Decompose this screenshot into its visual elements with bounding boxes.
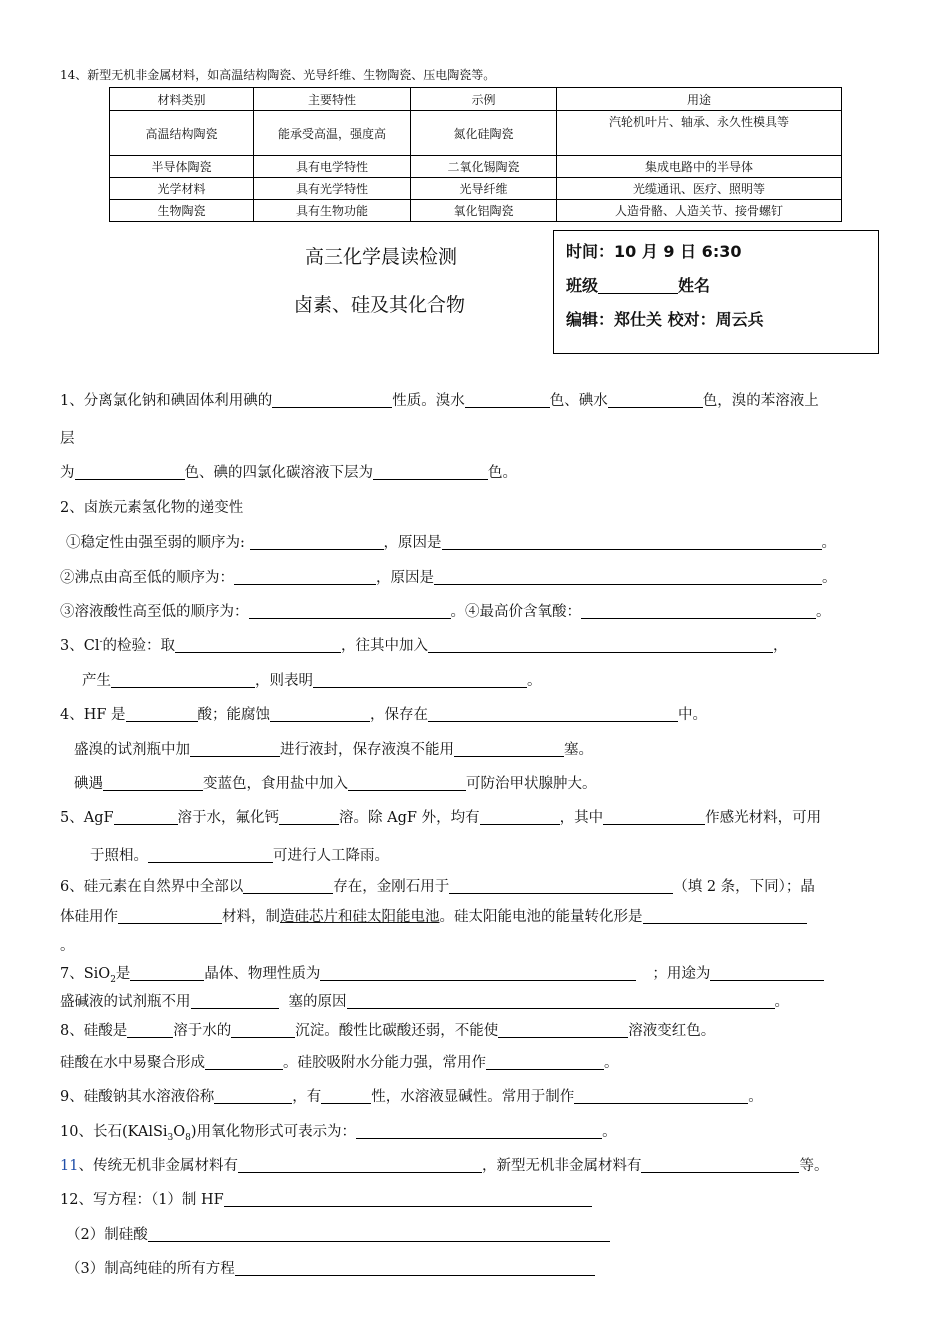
answer-blank[interactable] bbox=[114, 808, 178, 825]
intro-text: 14、新型无机非金属材料，如高温结构陶瓷、光导纤维、生物陶瓷、压电陶瓷等。 bbox=[60, 68, 496, 82]
answer-blank[interactable] bbox=[428, 636, 773, 653]
answer-blank[interactable] bbox=[224, 1190, 592, 1207]
q4-text: 进行液封，保存液溴不能用 bbox=[280, 742, 454, 758]
answer-blank[interactable] bbox=[234, 568, 376, 585]
q1-text: 1、分离氯化钠和碘固体利用碘的 bbox=[60, 393, 273, 409]
q1-text: 性质。溴水 bbox=[392, 393, 465, 409]
q4-text: 塞。 bbox=[564, 742, 593, 758]
q10-text: )用氧化物形式可表示为： bbox=[190, 1124, 357, 1140]
answer-blank[interactable] bbox=[103, 774, 203, 791]
answer-blank[interactable] bbox=[581, 602, 816, 619]
answer-blank[interactable] bbox=[356, 1122, 602, 1139]
table-row bbox=[110, 111, 842, 156]
q1-text: 色、碘水 bbox=[549, 393, 608, 409]
question-4-line-3 bbox=[74, 772, 597, 793]
q2-text: ②沸点由高至低的顺序为： bbox=[60, 570, 234, 586]
table-header-cell: 用途 bbox=[557, 88, 842, 111]
q6-text: 材料，制 bbox=[222, 909, 280, 925]
question-2-title: 2、卤族元素氢化物的递变性 bbox=[60, 500, 244, 516]
answer-blank[interactable] bbox=[118, 907, 222, 924]
table-cell: 生物陶瓷 bbox=[110, 200, 254, 222]
q3-text: 3、Cl bbox=[60, 638, 100, 654]
table-cell: 光缆通讯、医疗、照明等 bbox=[557, 178, 842, 200]
table-header-cell: 主要特性 bbox=[254, 88, 411, 111]
q12-text: （2）制硅酸 bbox=[66, 1227, 148, 1243]
q8-text: 溶液变红色。 bbox=[628, 1023, 716, 1039]
q2-text: ③溶液酸性高至低的顺序为： bbox=[60, 604, 249, 620]
info-box bbox=[553, 230, 879, 354]
table-cell: 光学材料 bbox=[110, 178, 254, 200]
q6-text: 。硅太阳能电池的能量转化形是 bbox=[439, 909, 643, 925]
q5-text: 作感光材料，可用 bbox=[705, 810, 822, 826]
q9-text: 9、硅酸钠其水溶液俗称 bbox=[60, 1089, 215, 1105]
q1-text: 为 bbox=[60, 465, 75, 481]
q2-text: 。 bbox=[821, 535, 836, 551]
answer-blank[interactable] bbox=[190, 740, 280, 757]
table-header-row bbox=[110, 88, 842, 111]
q2-text: 。④最高价含氧酸： bbox=[450, 604, 581, 620]
answer-blank[interactable] bbox=[205, 1053, 283, 1070]
answer-blank[interactable] bbox=[249, 602, 451, 619]
answer-blank[interactable] bbox=[320, 964, 636, 981]
subscript: 2 bbox=[110, 974, 116, 985]
q8-text: 。硅胶吸附水分能力强，常用作 bbox=[283, 1055, 486, 1071]
q5-text: 可进行人工降雨。 bbox=[273, 848, 389, 864]
q2-text: ，原因是 bbox=[383, 535, 442, 551]
question-1-line-2: 层 bbox=[60, 431, 75, 447]
q5-text: 溶于水，氟化钙 bbox=[177, 810, 280, 826]
answer-blank[interactable] bbox=[574, 1087, 748, 1104]
q5-text: ，其中 bbox=[559, 810, 604, 826]
answer-blank[interactable] bbox=[498, 1021, 628, 1038]
table-cell: 半导体陶瓷 bbox=[110, 156, 254, 178]
question-10-line bbox=[60, 1120, 617, 1143]
q11-text: ，新型无机非金属材料有 bbox=[481, 1158, 642, 1174]
q2-text: 。 bbox=[822, 570, 837, 586]
answer-blank[interactable] bbox=[603, 808, 705, 825]
question-6-line-1 bbox=[60, 875, 815, 896]
q4-text: 变蓝色，食用盐中加入 bbox=[203, 776, 348, 792]
table-cell: 汽轮机叶片、轴承、永久性模具等 bbox=[557, 111, 842, 156]
q12-text: 12、写方程：（1）制 HF bbox=[60, 1192, 224, 1208]
answer-blank[interactable] bbox=[238, 1156, 482, 1173]
question-1-line-1 bbox=[60, 389, 819, 410]
q11-number: 11 bbox=[60, 1158, 79, 1174]
q6-text: 存在，金刚石用于 bbox=[333, 879, 450, 895]
question-8-line-1 bbox=[60, 1019, 715, 1040]
question-7-line-1 bbox=[60, 962, 824, 985]
q8-text: 8、硅酸是 bbox=[60, 1023, 128, 1039]
q6-text: 体硅用作 bbox=[60, 909, 118, 925]
class-label: 班级 bbox=[566, 276, 599, 295]
q8-text: 。 bbox=[604, 1055, 619, 1071]
answer-blank[interactable] bbox=[465, 391, 550, 408]
answer-blank[interactable] bbox=[480, 808, 560, 825]
answer-blank[interactable] bbox=[347, 992, 775, 1009]
question-3-line-2 bbox=[82, 669, 542, 690]
question-5-line-2 bbox=[90, 844, 389, 865]
answer-blank[interactable] bbox=[313, 671, 527, 688]
answer-blank[interactable] bbox=[373, 463, 488, 480]
q1-text: 色、碘的四氯化碳溶液下层为 bbox=[184, 465, 373, 481]
answer-blank[interactable] bbox=[175, 636, 341, 653]
table-header-cell: 材料类别 bbox=[110, 88, 254, 111]
q2-text: 。 bbox=[816, 604, 831, 620]
class-name-line bbox=[566, 273, 710, 296]
answer-blank[interactable] bbox=[272, 391, 392, 408]
q3-text: ，则表明 bbox=[255, 673, 313, 689]
name-label: 姓名 bbox=[678, 276, 711, 295]
q9-text: 性，水溶液显碱性。常用于制作 bbox=[371, 1089, 575, 1105]
table-row bbox=[110, 178, 842, 200]
answer-blank[interactable] bbox=[279, 808, 339, 825]
answer-blank[interactable] bbox=[243, 877, 333, 894]
answer-blank[interactable] bbox=[608, 391, 703, 408]
answer-blank[interactable] bbox=[486, 1053, 604, 1070]
answer-blank[interactable] bbox=[148, 846, 273, 863]
subscript: 3 bbox=[167, 1132, 174, 1143]
subscript: 8 bbox=[185, 1132, 191, 1143]
q10-text: 。 bbox=[602, 1124, 617, 1140]
q10-text: 10、长石(KAlSi bbox=[60, 1124, 168, 1140]
table-cell: 人造骨骼、人造关节、接骨螺钉 bbox=[557, 200, 842, 222]
answer-blank[interactable] bbox=[321, 1087, 371, 1104]
question-12-line-1 bbox=[60, 1188, 592, 1209]
question-9-line bbox=[60, 1085, 763, 1106]
q4-text: ，保存在 bbox=[370, 707, 429, 723]
answer-blank[interactable] bbox=[428, 705, 678, 722]
table-cell: 氮化硅陶瓷 bbox=[411, 111, 557, 156]
answer-blank[interactable] bbox=[127, 1021, 173, 1038]
q12-text: （3）制高纯硅的所有方程 bbox=[66, 1261, 235, 1277]
q9-text: ，有 bbox=[292, 1089, 322, 1105]
table-cell: 氧化铝陶瓷 bbox=[411, 200, 557, 222]
answer-blank[interactable] bbox=[270, 705, 370, 722]
q4-text: 酸；能腐蚀 bbox=[197, 707, 271, 723]
question-12-line-3 bbox=[66, 1257, 595, 1278]
q10-text: O bbox=[173, 1124, 186, 1140]
q6-text: （填 2 条，下同）；晶 bbox=[673, 879, 815, 895]
q7-text: 是 bbox=[115, 966, 131, 982]
q11-text: 、传统无机非金属材料有 bbox=[78, 1158, 238, 1174]
q9-text: 。 bbox=[748, 1089, 763, 1105]
table-header-cell: 示例 bbox=[411, 88, 557, 111]
question-2-line-2 bbox=[60, 566, 837, 587]
table-cell: 具有生物功能 bbox=[254, 200, 411, 222]
answer-blank[interactable] bbox=[191, 992, 279, 1009]
q7-text: 塞的原因 bbox=[288, 994, 347, 1010]
q4-text: 可防治甲状腺肿大。 bbox=[466, 776, 597, 792]
table-cell: 高温结构陶瓷 bbox=[110, 111, 254, 156]
answer-blank[interactable] bbox=[75, 463, 185, 480]
q8-text: 硅酸在水中易聚合形成 bbox=[60, 1055, 205, 1071]
table-row bbox=[110, 200, 842, 222]
q4-text: 盛溴的试剂瓶中加 bbox=[74, 742, 190, 758]
q3-text: 产生 bbox=[82, 673, 111, 689]
q7-text: 盛碱液的试剂瓶不用 bbox=[60, 994, 191, 1010]
superscript: - bbox=[99, 637, 103, 648]
table-cell: 集成电路中的半导体 bbox=[557, 156, 842, 178]
question-1-line-3 bbox=[60, 461, 517, 482]
question-12-line-2 bbox=[66, 1223, 610, 1244]
q8-text: 溶于水的 bbox=[173, 1023, 232, 1039]
q2-text: ①稳定性由强至弱的顺序为: bbox=[66, 535, 250, 551]
q3-text: ， bbox=[773, 638, 788, 654]
question-8-line-2 bbox=[60, 1051, 619, 1072]
answer-blank[interactable] bbox=[231, 1021, 295, 1038]
answer-blank[interactable] bbox=[130, 964, 204, 981]
answer-blank[interactable] bbox=[454, 740, 564, 757]
q5-text: 溶。除 AgF 外，均有 bbox=[339, 810, 480, 826]
q7-text: 。 bbox=[774, 994, 789, 1010]
q6-text: 6、硅元素在自然界中全部以 bbox=[60, 879, 244, 895]
answer-blank[interactable] bbox=[148, 1225, 610, 1242]
materials-table bbox=[109, 87, 842, 222]
answer-blank[interactable] bbox=[710, 964, 824, 981]
answer-blank[interactable] bbox=[643, 907, 807, 924]
q3-text: ，往其中加入 bbox=[341, 638, 429, 654]
q6-underlined-text: 造硅芯片和硅太阳能电池 bbox=[280, 909, 440, 925]
table-row bbox=[110, 156, 842, 178]
answer-blank[interactable] bbox=[442, 533, 822, 550]
table-cell: 具有电学特性 bbox=[254, 156, 411, 178]
answer-blank[interactable] bbox=[214, 1087, 292, 1104]
q7-text: 7、SiO bbox=[60, 966, 111, 982]
time-line: 时间：10 月 9 日 6:30 bbox=[566, 242, 742, 261]
q5-text: 于照相。 bbox=[90, 848, 148, 864]
class-blank[interactable] bbox=[598, 277, 678, 294]
page-subtitle: 卤素、硅及其化合物 bbox=[294, 294, 466, 316]
q4-text: 碘遇 bbox=[74, 776, 103, 792]
q7-text: ；用途为 bbox=[652, 966, 711, 982]
answer-blank[interactable] bbox=[434, 568, 822, 585]
answer-blank[interactable] bbox=[250, 533, 384, 550]
q5-text: 5、AgF bbox=[60, 810, 114, 826]
answer-blank[interactable] bbox=[126, 705, 198, 722]
q3-text: 。 bbox=[527, 673, 542, 689]
table-cell: 二氧化锡陶瓷 bbox=[411, 156, 557, 178]
table-cell: 光导纤维 bbox=[411, 178, 557, 200]
answer-blank[interactable] bbox=[235, 1259, 595, 1276]
question-11-line bbox=[60, 1154, 828, 1175]
q2-text: ，原因是 bbox=[376, 570, 434, 586]
q7-text: 晶体、物理性质为 bbox=[204, 966, 321, 982]
editor-line: 编辑：郑仕关 校对：周云兵 bbox=[566, 310, 764, 329]
question-6-line-2 bbox=[60, 905, 807, 926]
question-6-line-3: 。 bbox=[60, 938, 75, 954]
question-2-line-1 bbox=[66, 531, 836, 552]
table-cell: 具有光学特性 bbox=[254, 178, 411, 200]
q1-text: 色，溴的苯溶液上 bbox=[702, 393, 819, 409]
q3-text: 的检验：取 bbox=[102, 638, 176, 654]
question-7-line-2 bbox=[60, 990, 789, 1011]
q4-text: 中。 bbox=[678, 707, 708, 723]
q1-text: 色。 bbox=[488, 465, 517, 481]
question-4-line-2 bbox=[74, 738, 593, 759]
question-4-line-1 bbox=[60, 703, 707, 724]
q11-text: 等。 bbox=[799, 1158, 829, 1174]
table-cell: 能承受高温，强度高 bbox=[254, 111, 411, 156]
q4-text: 4、HF 是 bbox=[60, 707, 126, 723]
answer-blank[interactable] bbox=[348, 774, 466, 791]
answer-blank[interactable] bbox=[641, 1156, 799, 1173]
question-3-line-1 bbox=[60, 634, 788, 655]
answer-blank[interactable] bbox=[449, 877, 673, 894]
question-5-line-1 bbox=[60, 806, 821, 827]
question-2-line-3 bbox=[60, 600, 831, 621]
page-title: 高三化学晨读检测 bbox=[305, 246, 458, 268]
answer-blank[interactable] bbox=[111, 671, 255, 688]
q8-text: 沉淀。酸性比碳酸还弱，不能使 bbox=[295, 1023, 499, 1039]
